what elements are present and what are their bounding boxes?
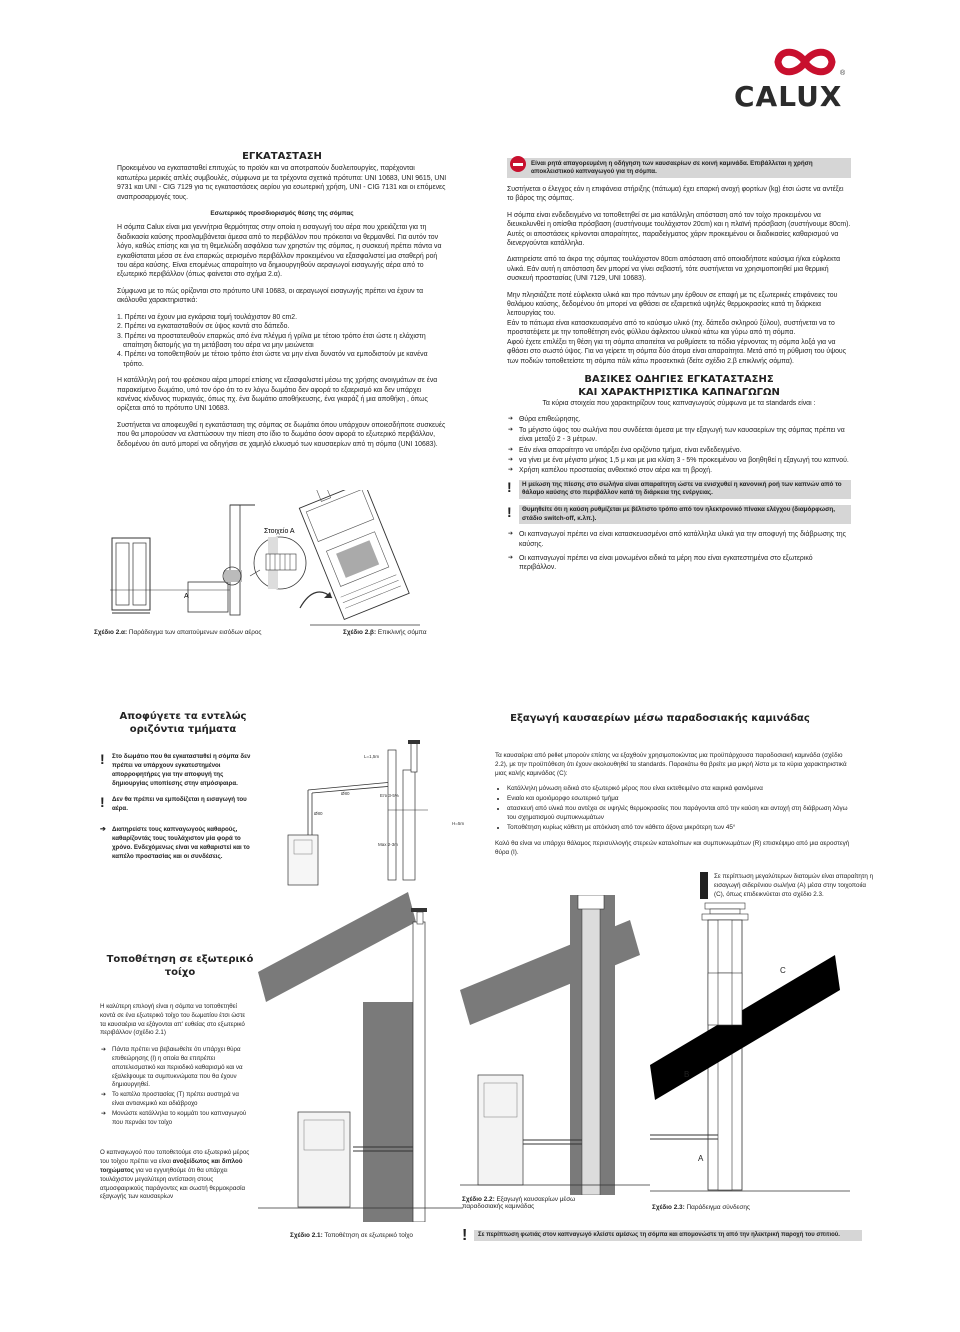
caption-2a: [94, 629, 262, 636]
installation-section: [117, 152, 447, 456]
exclamation-icon: !: [100, 751, 105, 767]
list-item: ➔ Το μέγιστο ύψος του σωλήνα που συνδέεται άμεσα με την εξαγωγή των καυσαερίων της σόμπας πρέπει να είναι μεταξύ 2 - 3 μέτρων.: [519, 426, 851, 445]
dim-diameter-1: Ø80: [314, 811, 323, 816]
install-p4: Συστήνεται να αποφευχθεί η εγκατάσταση της σόμπας σε δωμάτια όπου υπάρχουν οποιεσδήποτε συσκευές που θα μπορούσαν να ελαττώσουν την πίεση στο ίδιο το δωμάτιο όσον αφορά το εξωτερικό περιβάλλον, δεδομένου ότι αυτό μπορεί να οδηγήσει σε χαμηλό ελκυσμό των καυσαερίων από τη σόμπα (UNI 10683).: [117, 421, 446, 448]
dim-diameter-2: Ø80: [341, 791, 350, 796]
external-wall-title: Τοποθέτηση σε εξωτερικό τοίχο: [106, 954, 254, 978]
arrow-icon: ➔: [100, 826, 106, 833]
caption-2a-num: Σχέδιο 2.α:: [94, 629, 128, 636]
note-text: Σε περίπτωση μεγαλύτερων διατομών είναι απαραίτητη η εισαγωγή σιδερένιου σωλήνα (A) μέσα στην τοιχοποιία (C), όπως επιδεικνύεται στο σχέδιο 2.3.: [714, 873, 874, 898]
avoid-horizontal-block: [108, 710, 258, 736]
list-item: ➔ Πάντα πρέπει να βεβαιωθείτε ότι υπάρχει θύρα επιθεώρησης (I) η οποία θα επιτρέπει αποτελεσματικό και περιοδικό καθαρισμό και να εξαλείψουμε τα συμπυκνώματα που θα έχουν δημιουργηθεί.: [112, 1046, 252, 1090]
note-text: Διατηρείστε τους καπναγωγούς καθαρούς, καθαρίζοντάς τους τουλάχιστον μία φορά το χρόνο. Ενδεχόμενως είναι να καθαριστεί και το καπέλο προστασίας και οι συνδέσεις.: [112, 826, 250, 860]
pressure-note: [507, 480, 851, 499]
external-wall-text: [100, 1003, 252, 1209]
external-wall-diagram: [258, 892, 463, 1222]
list-item: 3. Πρέπει να προστατευθούν επαρκώς από ένα πλέγμα ή γρίλια με τέτοιο τρόπο έτσι ώστε η ελάχιστη απαίτηση διατομής για τη μετάβαση του αέρα να μην μειώνεται: [117, 332, 426, 349]
tilted-stove-drawing: [288, 490, 409, 619]
brand-name: CALUX: [734, 80, 843, 113]
wall-section-drawing: [110, 505, 255, 615]
install-p3: Η κατάλληλη ροή του φρέσκου αέρα μπορεί επίσης να εξασφαλιστεί μέσω της χρήσης ανοιγμάτων σε ένα παρακείμενο δωμάτιο, υπό τον όρο ότι το εν λόγω δωμάτιο δεν αφορά το εξαερισμό και δεν υπάρχει κανένας κίνδυνος πυρκαγιάς, όπως πχ. ένα δωμάτιο αποθήκευσης, ένα γκαράζ ή μια αποθήκη , όπως ορίζεται από το πρότυπο UNI 10683.: [117, 377, 438, 413]
caption-2b: [343, 629, 427, 636]
traditional-chimney-text: [495, 752, 850, 865]
dim-length: L=1,5m: [364, 754, 380, 759]
install-intro: Προκειμένου να εγκατασταθεί επιτυχώς το προϊόν και να αποτραπούν δυσλειτουργίες, παρέχονται κατωτέρω μερικές απλές συμβουλές, σύμφωνα με τα τρέχοντα σχετικά πρότυπα: UNI 10683, UNI 9615, UNI 9731 και UNI - CIG 7129 για τις εγκαταστάσεις αερίου για εσωτερική χρήση, UNI - CIG 7131 και οι επόμενες αναπροσαρμογές τους.: [117, 165, 447, 201]
install-subtitle: Εσωτερικός προσδιορισμός θέσης της σόμπας: [210, 210, 354, 218]
caption-2-1: [290, 1232, 413, 1239]
chimney-p1: Τα καυσαέρια από pellet μπορούν επίσης να εξαχθούν χρησιμοποιώντας μια προϋπάρχουσα παραδοσιακή καμινάδα (σχέδιο 2.2), με την προϋπόθεση ότι έχουν ακολουθηθεί τα standards. Παρακάτω θα βρείτε μια μικρή λίστα με τα κύρια χαρακτηριστικά μιας καλής καμινάδας (C):: [495, 752, 847, 777]
dim-total-height: H=5m: [452, 821, 465, 826]
flue-material-list: [507, 530, 851, 573]
warning-text: Σε περίπτωση φωτιάς στον καπναγωγό κλείστε αμέσως τη σόμπα και απομονώστε τη από την ηλεκτρική παροχή του σπιτιού.: [474, 1230, 862, 1241]
calux-logo: [728, 44, 928, 114]
horizontal-flue-diagram: [268, 740, 468, 890]
caption-2-2-num: Σχέδιο 2.2:: [462, 1196, 495, 1203]
caption-2-1-text: Τοποθέτηση σε εξωτερικό τοίχο: [322, 1232, 413, 1239]
caption-2-2: [462, 1196, 582, 1210]
wall-p5-part2: για να εγγυηθούμε ότι θα υπάρχει τουλάχιστον μεγαλύτερη αντίσταση στους ατμοσφαιρικούς παράγοντες και σωστή θερμοκρασία εξαγωγής των καυσαερίων: [100, 1166, 246, 1201]
caption-2-3-num: Σχέδιο 2.3:: [652, 1204, 685, 1211]
detail-a-drawing: [250, 527, 306, 589]
exclamation-icon: !: [507, 478, 512, 495]
avoid-horizontal-title-2: οριζόντια τμήματα: [129, 724, 237, 735]
list-item: 1. Πρέπει να έχουν μια εγκάρσια τομή τουλάχιστον 80 cm2.: [117, 313, 298, 321]
common-chimney-warning: [507, 158, 851, 178]
label-c: C: [780, 966, 786, 975]
detail-label: Στοιχείο Α: [264, 528, 295, 535]
install-p2: Σύμφωνα με το πώς ορίζονται στο πρότυπο UNI 10683, οι αεραγωγοί εισαγωγής πρέπει να έχουν τα ακόλουθα χαρακτηριστικά:: [117, 287, 424, 305]
wall-list: [100, 1046, 252, 1127]
window-drawing: [112, 538, 150, 613]
caption-2-2-text: Εξαγωγή καυσαερίων μέσω παραδοσιακής καμινάδας: [462, 1196, 576, 1210]
basic-instructions-title: ΒΑΣΙΚΕΣ ΟΔΗΓΙΕΣ ΕΓΚΑΤΑΣΤΑΣΗΣ: [584, 373, 774, 385]
caption-2b-text: Επικλινής σόμπα: [376, 629, 427, 636]
list-item: ➔ Οι καπναγωγοί πρέπει να είναι μονωμένοι ειδικά τα μέρη που είναι εγκατεστημένα στο εξωτερικό περιβάλλον.: [519, 554, 851, 573]
no-entry-icon: [510, 156, 526, 172]
exclamation-icon: !: [100, 794, 105, 810]
caption-2-3-text: Παράδειγμα σύνδεσης: [684, 1204, 750, 1211]
right-p7: Αφού έχετε επιλέξει τη θέση για τη σόμπα απαιτείται να ρυθμίσετε τα πόδια γέρνοντας τη σόμπα λοξά για να φθάσει στο σωστό ύψος. Για να γείρετε τη σόμπα δύο άτομα είναι απαραίτητα. Μετά από τη ρύθμιση του ύψους των ποδιών τοποθετείστε τη σόμπα πάλι κάτω προσεκτικά (δείτε σχέδιο 2.β επικλινής σόμπα).: [507, 338, 847, 365]
list-item: ➔ Οι καπναγωγοί πρέπει να είναι κατασκευασμένοι από κατάλληλα υλικά για την αποφυγή της διάβρωσης της καύσης.: [519, 530, 851, 549]
list-item: ➔ Χρήση καπέλου προστασίας ανθεκτικό στον αέρα και τη βροχή.: [519, 466, 851, 475]
list-item: • ατασκευή από υλικά που αντέχει σε υψηλές θερμοκρασίες που παράγονται από την καύση και αντοχή στη διάβρωση λόγω του σχηματισμού συμπυκνωμάτων: [507, 805, 850, 823]
list-item: ➔ να γίνει με ένα μέγιστο μήκος 1,5 μ και με μια κλίση 3 - 5% προκειμένου να βοηθηθεί η εξαγωγή του καπνού.: [519, 456, 851, 465]
caption-2b-num: Σχέδιο 2.β:: [343, 629, 377, 636]
chimney-bullets: [495, 785, 850, 832]
dim-slope: Επι 3-5%: [380, 793, 399, 798]
wall-p1: Η καλύτερη επιλογή είναι η σόμπα να τοποθετηθεί κοντά σε ένα εξωτερικό τοίχο του δωματίου έτσι ώστε τα καυσαέρια να εξάγονται απ' ευθείας στο εξωτερικό περιβάλλον (σχέδιο 2.1): [100, 1003, 246, 1037]
traditional-chimney-diagram: [460, 895, 650, 1195]
right-p4: Διατηρείστε από τα άκρα της σόμπας τουλάχιστον 80cm απόσταση από οποιαδήποτε καύσιμα ή/και εύφλεκτα υλικά. Εάν αυτή η απόσταση δεν μπορεί να γίνει σεβαστή, τότε συστήνεται να χρησιμοποιηθεί μια θερμική συσκευή προστασίας (UNI 7129, UNI 10683).: [507, 256, 841, 283]
right-p2: Η σόμπα είναι ενδεδειγμένο να τοποθετηθεί σε μια κατάλληλη απόσταση από τον τοίχο προκειμένου να διευκολυνθεί η οπίσθια πρόσβαση (συστήνουμε τουλάχιστον 20cm) και η πλαϊνή πρόσβαση (συστήνουμε 80cm).: [507, 211, 851, 229]
chimney-fire-warning: [462, 1227, 862, 1244]
caption-2-1-num: Σχέδιο 2.1:: [290, 1232, 323, 1239]
caption-2a-text: Παράδειγμα των απαιτούμενων εισόδων αέρος: [127, 629, 262, 636]
wall-p5: [100, 1149, 252, 1202]
list-item: • Τοποθέτηση κυρίως κάθετη με απόκλιση από τον κάθετο άξονα μικρότερη των 45°: [507, 824, 850, 833]
label-a-pipe: A: [698, 1154, 704, 1163]
chimney-p2: Καλό θα είναι να υπάρχει θάλαμος περισυλλογής στερεών καταλοίπων και συμπυκνωμάτων (R) επισκέψιμο από μια αεροστεγή θύρα (I).: [495, 840, 850, 857]
hood-note: [100, 752, 252, 788]
combustion-note: [507, 505, 851, 524]
dim-max-height: Max 2-3m: [378, 842, 399, 847]
list-item: ➔ Το καπέλο προστασίας (T) πρέπει αυστηρά να είναι αντιανεμικό και αδιάβροχο: [112, 1091, 252, 1109]
label-a: A: [184, 593, 189, 600]
note-text: Στο δωμάτιο που θα εγκατασταθεί η σόμπα δεν πρέπει να υπάρχουν εγκατεστημένοι απορροφητήρες για την αποφυγή της δημιουργίας υποπίεσης στην ατμόσφαιρα.: [112, 753, 251, 787]
traditional-chimney-title: Εξαγωγή καυσαερίων μέσω παραδοσιακής καμινάδας: [510, 713, 810, 724]
list-item: 4. Πρέπει να τοποθετηθούν με τέτοιο τρόπο έτσι ώστε να μην είναι δυνατόν να εμποδιστούν με κανένα τρόπο.: [117, 351, 428, 368]
right-p3: Αυτές οι αποστάσεις κρίνονται απαραίτητες, παραδείγματος χάριν προκειμένου οι διαδικασίες καθαρισμού να διενεργούνται κατάλληλα.: [507, 230, 839, 248]
intake-requirements-list: [117, 313, 447, 369]
note-text: Δεν θα πρέπει να εμποδίζεται η εισαγωγή του αέρα.: [112, 796, 247, 812]
flue-characteristics-title: ΚΑΙ ΧΑΡΑΚΤΗΡΙΣΤΙΚΑ ΚΑΠΝΑΓΩΓΩΝ: [578, 386, 780, 398]
connection-diagram: [650, 895, 850, 1195]
right-column: [507, 158, 851, 574]
avoid-horizontal-title-1: Αποφύγετε τα εντελώς: [119, 711, 247, 722]
right-p5: Μην πλησιάζετε ποτέ εύφλεκτα υλικά και προ πάντων μην έρθουν σε επαφή με τις εξωτερικές επιφάνειες του θαλάμου καύσης, δεδομένου ότι μπορεί να φθάσει σε εξαιρετικά υψηλές θερμοκρασίες κατά τη διάρκεια λειτουργίας του.: [507, 291, 838, 318]
list-item: ➔ Θύρα επιθεώρησης.: [519, 415, 851, 424]
right-p1: Συστήνεται ο έλεγχος εάν η επιφάνεια στήριξης (πάτωμα) έχει επαρκή ανοχή φορτίων (kg) έτσι ώστε να αντέξει το βάρος της σόμπας.: [507, 186, 844, 203]
bottom-left-notes: [100, 752, 252, 861]
cleaning-note: [100, 825, 252, 861]
wall-p5-bold: ανοξείδωτος και διπλού τοιχώματος: [100, 1158, 243, 1174]
list-item: ➔ Μονώστε κατάλληλα το κομμάτι του καπναγωγού που περνάει τον τοίχο: [112, 1110, 252, 1128]
caption-2-3: [652, 1204, 750, 1211]
figure-2a-2b: [110, 490, 455, 635]
wall-p5-part1: Ο καπναγωγού που τοποθετούμε στο εξωτερικό μέρος του τοίχου πρέπει να είναι: [100, 1149, 250, 1166]
note-text: Η μείωση της πίεσης στο σωλήνα είναι απαραίτητη ώστε να ενισχυθεί η κανονική ροή των καπνών από το θάλαμο καύσης στο περιβάλλον κατά τη διάρκεια της ενέργειας.: [519, 480, 851, 499]
right-p8: Τα κύρια στοιχεία που χαρακτηρίζουν τους καπναγωγούς σύμφωνα με τα standards είναι :: [542, 399, 816, 407]
exclamation-icon: !: [507, 503, 512, 520]
exclamation-icon: !: [462, 1227, 468, 1244]
flue-requirements-list: [507, 415, 851, 475]
install-p1: Η σόμπα Calux είναι μια γεννήτρια θερμότητας στην οποία η εισαγωγή του αέρα που χρειάζεται για τη διαδικασία καύσης προσλαμβάνεται άμεσα από το περιβάλλον που πρόκειται να θερμανθεί. Για αυτόν τον λόγο, καθώς επίσης και για τη θεμελιώδη ασφάλεια των χρηστών της σόμπας, η συσκευή πρέπει πάντα να εγκαθίσταται μέσα σε ένα επαρκώς αερισμένο περιβάλλον προκειμένου να εξασφαλιστεί μια σταθερή ροή του αέρα καύσης. Είναι επομένως απαραίτητο να δημιουργηθούν αεραγωγοί εισαγωγής αέρα από το εξωτερικό περιβάλλον (όπως φαίνεται στο σχήμα 2.α).: [117, 224, 442, 279]
install-title: ΕΓΚΑΤΑΣΤΑΣΗ: [242, 151, 322, 162]
registered-mark: ®: [840, 70, 846, 77]
list-item: ➔ Εάν είναι απαραίτητο να υπάρξει ένα οριζόντιο τμήμα, είναι ενδεδειγμένο.: [519, 446, 851, 455]
note-text: Θυμηθείτε ότι η καύση ρυθμίζεται με βέλτιστο τρόπο από τον ηλεκτρονικό πίνακα ελέγχου (διαμόρφωση, στάδιο switch-off, κ.λπ.).: [519, 505, 851, 524]
air-intake-note: [100, 795, 252, 813]
list-item: 2. Πρέπει να εγκατασταθούν σε ύψος κοντά στο δάπεδο.: [117, 323, 290, 331]
list-item: • Ενιαίο και ομοιόμορφο εσωτερικό τμήμα: [507, 795, 850, 804]
warning-text: Είναι ρητά απαγορευμένη η οδήγηση των καυσαερίων σε κοινή καμινάδα. Επιβάλλεται η χρήση αποκλειστικού καπναγωγού για τη σόμπα.: [531, 160, 813, 175]
list-item: • Κατάλληλη μόνωση ειδικά στο εξωτερικό μέρος που είναι εκτεθειμένο στα καιρικά φαινόμενα: [507, 785, 850, 794]
infinity-logo-icon: [770, 44, 840, 80]
right-p6: Εάν το πάτωμα είναι κατασκευασμένο από το καύσιμο υλικό (πχ. δάπεδο σκληρού ξύλου), συστήνεται να το προστατέψετε με την τοποθέτηση ενός φύλλου άφλεκτου υλικού κάτω και γύρω από τη σόμπα.: [507, 319, 835, 337]
label-b: B: [684, 1070, 690, 1079]
